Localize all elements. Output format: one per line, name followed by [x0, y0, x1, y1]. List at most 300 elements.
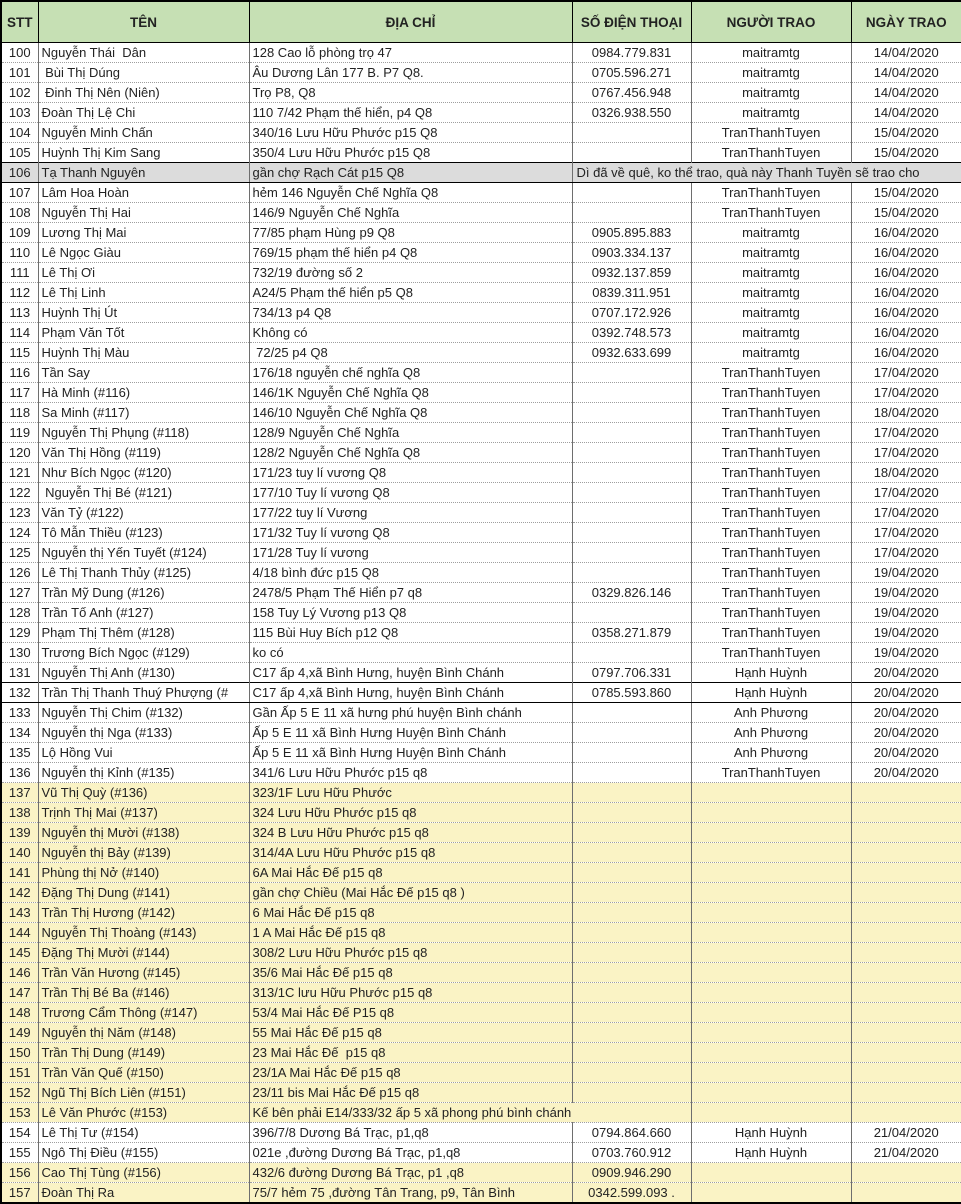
cell-nguoitrao[interactable]: TranThanhTuyen [691, 183, 851, 203]
cell-ngaytrao[interactable]: 16/04/2020 [851, 243, 961, 263]
cell-nguoitrao[interactable]: Anh Phương [691, 703, 851, 723]
cell-sdt[interactable] [572, 443, 691, 463]
cell-ngaytrao[interactable] [851, 883, 961, 903]
cell-ngaytrao[interactable] [851, 943, 961, 963]
cell-diachi[interactable]: 55 Mai Hắc Đế p15 q8 [249, 1023, 572, 1043]
cell-stt[interactable]: 142 [1, 883, 38, 903]
cell-stt[interactable]: 138 [1, 803, 38, 823]
cell-nguoitrao[interactable] [691, 843, 851, 863]
cell-ten[interactable]: Lương Thị Mai [38, 223, 249, 243]
cell-ten[interactable]: Lê Thị Ơi [38, 263, 249, 283]
cell-nguoitrao[interactable]: TranThanhTuyen [691, 203, 851, 223]
cell-ten[interactable]: Lê Ngọc Giàu [38, 243, 249, 263]
cell-ngaytrao[interactable]: 20/04/2020 [851, 743, 961, 763]
cell-stt[interactable]: 115 [1, 343, 38, 363]
cell-diachi[interactable]: 23/11 bis Mai Hắc Đế p15 q8 [249, 1083, 572, 1103]
cell-sdt[interactable]: 0329.826.146 [572, 583, 691, 603]
cell-ngaytrao[interactable] [851, 983, 961, 1003]
cell-diachi[interactable]: 171/28 Tuy lí vương [249, 543, 572, 563]
cell-sdt[interactable]: 0905.895.883 [572, 223, 691, 243]
cell-nguoitrao[interactable]: TranThanhTuyen [691, 423, 851, 443]
cell-ten[interactable]: Trần Văn Hương (#145) [38, 963, 249, 983]
cell-stt[interactable]: 111 [1, 263, 38, 283]
cell-sdt[interactable] [572, 1063, 691, 1083]
cell-nguoitrao[interactable]: TranThanhTuyen [691, 583, 851, 603]
cell-ngaytrao[interactable]: 16/04/2020 [851, 303, 961, 323]
cell-ngaytrao[interactable]: 21/04/2020 [851, 1143, 961, 1163]
cell-ngaytrao[interactable]: 16/04/2020 [851, 223, 961, 243]
cell-diachi[interactable]: 171/32 Tuy lí vương Q8 [249, 523, 572, 543]
cell-note[interactable]: Dì đã về quê, ko thể trao, quà này Thanh Tuyền sẽ trao cho [572, 163, 961, 183]
cell-stt[interactable]: 133 [1, 703, 38, 723]
cell-sdt[interactable] [572, 723, 691, 743]
cell-ngaytrao[interactable] [851, 1083, 961, 1103]
cell-sdt[interactable] [572, 903, 691, 923]
cell-nguoitrao[interactable]: TranThanhTuyen [691, 143, 851, 163]
cell-ten[interactable]: Tô Mẫn Thiều (#123) [38, 523, 249, 543]
cell-sdt[interactable]: 0909.946.290 [572, 1163, 691, 1183]
cell-ten[interactable]: Nguyễn Thị Hai [38, 203, 249, 223]
cell-nguoitrao[interactable]: maitramtg [691, 303, 851, 323]
cell-ngaytrao[interactable]: 17/04/2020 [851, 383, 961, 403]
cell-ten[interactable]: Đặng Thị Dung (#141) [38, 883, 249, 903]
cell-diachi[interactable]: 324 Lưu Hữu Phước p15 q8 [249, 803, 572, 823]
cell-ngaytrao[interactable] [851, 863, 961, 883]
cell-stt[interactable]: 122 [1, 483, 38, 503]
cell-ngaytrao[interactable]: 21/04/2020 [851, 1123, 961, 1143]
cell-diachi[interactable]: A24/5 Phạm thế hiển p5 Q8 [249, 283, 572, 303]
cell-diachi[interactable]: gần chợ Rạch Cát p15 Q8 [249, 163, 572, 183]
cell-nguoitrao[interactable] [691, 1163, 851, 1183]
cell-ten[interactable]: Nguyễn Minh Chấn [38, 123, 249, 143]
cell-ngaytrao[interactable]: 19/04/2020 [851, 583, 961, 603]
cell-diachi[interactable]: 6A Mai Hắc Đế p15 q8 [249, 863, 572, 883]
cell-ngaytrao[interactable]: 20/04/2020 [851, 723, 961, 743]
cell-ten[interactable]: Nguyễn thị Mười (#138) [38, 823, 249, 843]
cell-ten[interactable]: Nguyễn thị Năm (#148) [38, 1023, 249, 1043]
cell-stt[interactable]: 128 [1, 603, 38, 623]
cell-stt[interactable]: 105 [1, 143, 38, 163]
cell-diachi[interactable]: 115 Bùi Huy Bích p12 Q8 [249, 623, 572, 643]
cell-diachi[interactable]: 4/18 bình đức p15 Q8 [249, 563, 572, 583]
cell-diachi[interactable]: 308/2 Lưu Hữu Phước p15 q8 [249, 943, 572, 963]
cell-nguoitrao[interactable] [691, 963, 851, 983]
cell-diachi[interactable]: 340/16 Lưu Hữu Phước p15 Q8 [249, 123, 572, 143]
col-header-sodienthoai[interactable]: SỐ ĐIỆN THOẠI [572, 1, 691, 43]
cell-ten[interactable]: Đặng Thị Mười (#144) [38, 943, 249, 963]
cell-ngaytrao[interactable] [851, 843, 961, 863]
cell-ngaytrao[interactable]: 17/04/2020 [851, 543, 961, 563]
cell-sdt[interactable] [572, 383, 691, 403]
cell-sdt[interactable] [572, 363, 691, 383]
cell-nguoitrao[interactable]: TranThanhTuyen [691, 763, 851, 783]
cell-stt[interactable]: 114 [1, 323, 38, 343]
cell-sdt[interactable] [572, 1083, 691, 1103]
cell-ngaytrao[interactable] [851, 1183, 961, 1204]
cell-stt[interactable]: 101 [1, 63, 38, 83]
cell-sdt[interactable]: 0392.748.573 [572, 323, 691, 343]
cell-sdt[interactable] [572, 923, 691, 943]
cell-diachi[interactable]: 23/1A Mai Hắc Đế p15 q8 [249, 1063, 572, 1083]
cell-ten[interactable]: Văn Tỷ (#122) [38, 503, 249, 523]
cell-stt[interactable]: 139 [1, 823, 38, 843]
cell-ngaytrao[interactable]: 19/04/2020 [851, 603, 961, 623]
cell-sdt[interactable] [572, 883, 691, 903]
cell-ten[interactable]: Nguyễn Thái Dân [38, 43, 249, 63]
cell-stt[interactable]: 156 [1, 1163, 38, 1183]
cell-ten[interactable]: Lâm Hoa Hoàn [38, 183, 249, 203]
cell-sdt[interactable]: 0705.596.271 [572, 63, 691, 83]
cell-diachi[interactable]: 1 A Mai Hắc Đế p15 q8 [249, 923, 572, 943]
cell-diachi[interactable]: 72/25 p4 Q8 [249, 343, 572, 363]
cell-nguoitrao[interactable]: TranThanhTuyen [691, 523, 851, 543]
cell-sdt[interactable]: 0342.599.093 . [572, 1183, 691, 1204]
cell-diachi[interactable]: 146/9 Nguyễn Chế Nghĩa [249, 203, 572, 223]
cell-ten[interactable]: Nguyễn Thị Chim (#132) [38, 703, 249, 723]
cell-stt[interactable]: 152 [1, 1083, 38, 1103]
cell-ngaytrao[interactable]: 17/04/2020 [851, 363, 961, 383]
cell-ten[interactable]: Nguyễn thị Bảy (#139) [38, 843, 249, 863]
cell-ngaytrao[interactable] [851, 963, 961, 983]
cell-sdt[interactable]: 0358.271.879 [572, 623, 691, 643]
cell-ten[interactable]: Trần Thị Thanh Thuý Phượng (# [38, 683, 249, 703]
cell-sdt[interactable]: 0903.334.137 [572, 243, 691, 263]
cell-stt[interactable]: 143 [1, 903, 38, 923]
cell-stt[interactable]: 135 [1, 743, 38, 763]
cell-stt[interactable]: 124 [1, 523, 38, 543]
cell-diachi[interactable]: 350/4 Lưu Hữu Phước p15 Q8 [249, 143, 572, 163]
cell-nguoitrao[interactable]: maitramtg [691, 223, 851, 243]
cell-nguoitrao[interactable] [691, 1023, 851, 1043]
cell-diachi[interactable]: 021e ,đường Dương Bá Trạc, p1,q8 [249, 1143, 572, 1163]
cell-diachi[interactable]: C17 ấp 4,xã Bình Hưng, huyện Bình Chánh [249, 663, 572, 683]
cell-ten[interactable]: Ngô Thị Điều (#155) [38, 1143, 249, 1163]
cell-stt[interactable]: 141 [1, 863, 38, 883]
cell-nguoitrao[interactable]: TranThanhTuyen [691, 603, 851, 623]
cell-nguoitrao[interactable] [691, 923, 851, 943]
cell-diachi[interactable]: 6 Mai Hắc Đế p15 q8 [249, 903, 572, 923]
cell-nguoitrao[interactable] [691, 1083, 851, 1103]
cell-ngaytrao[interactable]: 15/04/2020 [851, 123, 961, 143]
cell-stt[interactable]: 126 [1, 563, 38, 583]
cell-sdt[interactable]: 0707.172.926 [572, 303, 691, 323]
cell-ten[interactable]: Đinh Thị Nên (Niên) [38, 83, 249, 103]
cell-stt[interactable]: 110 [1, 243, 38, 263]
cell-diachi[interactable]: 313/1C lưu Hữu Phước p15 q8 [249, 983, 572, 1003]
cell-ngaytrao[interactable]: 15/04/2020 [851, 203, 961, 223]
cell-sdt[interactable] [572, 743, 691, 763]
cell-ten[interactable]: Phùng thị Nở (#140) [38, 863, 249, 883]
cell-stt[interactable]: 106 [1, 163, 38, 183]
cell-diachi[interactable]: 396/7/8 Dương Bá Trạc, p1,q8 [249, 1123, 572, 1143]
cell-ten[interactable]: Tần Say [38, 363, 249, 383]
cell-nguoitrao[interactable]: maitramtg [691, 343, 851, 363]
cell-ten[interactable]: Cao Thị Tùng (#156) [38, 1163, 249, 1183]
cell-ten[interactable]: Trịnh Thị Mai (#137) [38, 803, 249, 823]
cell-ngaytrao[interactable] [851, 1063, 961, 1083]
cell-diachi[interactable]: Trọ P8, Q8 [249, 83, 572, 103]
cell-stt[interactable]: 150 [1, 1043, 38, 1063]
cell-diachi[interactable]: 158 Tuy Lý Vương p13 Q8 [249, 603, 572, 623]
cell-stt[interactable]: 117 [1, 383, 38, 403]
cell-diachi[interactable]: 734/13 p4 Q8 [249, 303, 572, 323]
cell-sdt[interactable] [572, 143, 691, 163]
cell-sdt[interactable] [572, 643, 691, 663]
cell-sdt[interactable]: 0767.456.948 [572, 83, 691, 103]
cell-nguoitrao[interactable] [691, 823, 851, 843]
cell-nguoitrao[interactable] [691, 803, 851, 823]
cell-stt[interactable]: 147 [1, 983, 38, 1003]
cell-ten[interactable]: Nguyễn Thị Thoàng (#143) [38, 923, 249, 943]
cell-sdt[interactable]: 0984.779.831 [572, 43, 691, 63]
cell-ten[interactable]: Lộ Hồng Vui [38, 743, 249, 763]
cell-stt[interactable]: 153 [1, 1103, 38, 1123]
cell-stt[interactable]: 129 [1, 623, 38, 643]
cell-ngaytrao[interactable]: 17/04/2020 [851, 523, 961, 543]
cell-ngaytrao[interactable]: 14/04/2020 [851, 103, 961, 123]
cell-stt[interactable]: 130 [1, 643, 38, 663]
cell-diachi[interactable]: 176/18 nguyễn chế nghĩa Q8 [249, 363, 572, 383]
cell-sdt[interactable] [572, 203, 691, 223]
cell-diachi[interactable]: 77/85 phạm Hùng p9 Q8 [249, 223, 572, 243]
cell-diachi[interactable]: Ấp 5 E 11 xã Bình Hưng Huyện Bình Chánh [249, 723, 572, 743]
cell-diachi[interactable]: ko có [249, 643, 572, 663]
cell-sdt[interactable] [572, 703, 691, 723]
cell-diachi[interactable]: 23 Mai Hắc Đế p15 q8 [249, 1043, 572, 1063]
cell-ten[interactable]: Huỳnh Thị Út [38, 303, 249, 323]
cell-sdt[interactable]: 0797.706.331 [572, 663, 691, 683]
cell-sdt[interactable] [572, 543, 691, 563]
cell-ten[interactable]: Trần Mỹ Dung (#126) [38, 583, 249, 603]
cell-nguoitrao[interactable] [691, 783, 851, 803]
cell-stt[interactable]: 131 [1, 663, 38, 683]
cell-nguoitrao[interactable]: Anh Phương [691, 743, 851, 763]
cell-stt[interactable]: 100 [1, 43, 38, 63]
cell-stt[interactable]: 151 [1, 1063, 38, 1083]
cell-diachi[interactable]: 177/10 Tuy lí vương Q8 [249, 483, 572, 503]
cell-ten[interactable]: Lê Thị Linh [38, 283, 249, 303]
cell-sdt[interactable] [572, 403, 691, 423]
cell-nguoitrao[interactable]: maitramtg [691, 243, 851, 263]
cell-stt[interactable]: 137 [1, 783, 38, 803]
cell-diachi[interactable]: 128/2 Nguyễn Chế Nghĩa Q8 [249, 443, 572, 463]
cell-stt[interactable]: 149 [1, 1023, 38, 1043]
cell-sdt[interactable]: 0785.593.860 [572, 683, 691, 703]
cell-sdt[interactable] [572, 843, 691, 863]
cell-stt[interactable]: 121 [1, 463, 38, 483]
cell-sdt[interactable] [572, 123, 691, 143]
cell-ten[interactable]: Phạm Văn Tốt [38, 323, 249, 343]
cell-nguoitrao[interactable] [691, 883, 851, 903]
cell-sdt[interactable] [572, 1023, 691, 1043]
cell-stt[interactable]: 103 [1, 103, 38, 123]
cell-nguoitrao[interactable] [691, 1183, 851, 1204]
cell-ngaytrao[interactable] [851, 1103, 961, 1123]
cell-stt[interactable]: 134 [1, 723, 38, 743]
cell-nguoitrao[interactable] [691, 863, 851, 883]
cell-nguoitrao[interactable]: Hạnh Huỳnh [691, 1143, 851, 1163]
cell-diachi[interactable]: Ấp 5 E 11 xã Bình Hưng Huyện Bình Chánh [249, 743, 572, 763]
cell-diachi[interactable]: Gần Ấp 5 E 11 xã hưng phú huyện Bình chánh [249, 703, 572, 723]
cell-nguoitrao[interactable]: TranThanhTuyen [691, 543, 851, 563]
cell-nguoitrao[interactable] [691, 943, 851, 963]
cell-ten[interactable]: Nguyễn Thị Bé (#121) [38, 483, 249, 503]
cell-ten[interactable]: Tạ Thanh Nguyên [38, 163, 249, 183]
cell-nguoitrao[interactable]: Hạnh Huỳnh [691, 683, 851, 703]
cell-ngaytrao[interactable]: 19/04/2020 [851, 563, 961, 583]
cell-ten[interactable]: Nguyễn Thị Phụng (#118) [38, 423, 249, 443]
cell-stt[interactable]: 116 [1, 363, 38, 383]
cell-diachi[interactable]: 53/4 Mai Hắc Đế P15 q8 [249, 1003, 572, 1023]
cell-nguoitrao[interactable] [691, 1063, 851, 1083]
cell-ten[interactable]: Trương Bích Ngọc (#129) [38, 643, 249, 663]
cell-ngaytrao[interactable]: 20/04/2020 [851, 703, 961, 723]
cell-stt[interactable]: 148 [1, 1003, 38, 1023]
cell-ten[interactable]: Lê Thị Tư (#154) [38, 1123, 249, 1143]
cell-stt[interactable]: 155 [1, 1143, 38, 1163]
cell-sdt[interactable]: 0932.633.699 [572, 343, 691, 363]
cell-sdt[interactable] [572, 483, 691, 503]
cell-diachi[interactable]: 171/23 tuy lí vương Q8 [249, 463, 572, 483]
cell-ngaytrao[interactable] [851, 923, 961, 943]
cell-diachi[interactable]: Âu Dương Lân 177 B. P7 Q8. [249, 63, 572, 83]
cell-stt[interactable]: 118 [1, 403, 38, 423]
cell-diachi[interactable]: Kế bên phải E14/333/32 ấp 5 xã phong phú bình chánh [249, 1103, 691, 1123]
cell-ngaytrao[interactable] [851, 1163, 961, 1183]
cell-nguoitrao[interactable]: TranThanhTuyen [691, 383, 851, 403]
cell-ngaytrao[interactable]: 16/04/2020 [851, 283, 961, 303]
cell-sdt[interactable] [572, 183, 691, 203]
cell-sdt[interactable] [572, 563, 691, 583]
cell-ten[interactable]: Nguyễn thị Yến Tuyết (#124) [38, 543, 249, 563]
cell-ngaytrao[interactable]: 15/04/2020 [851, 183, 961, 203]
cell-nguoitrao[interactable]: maitramtg [691, 103, 851, 123]
cell-ngaytrao[interactable]: 14/04/2020 [851, 83, 961, 103]
cell-ten[interactable]: Đoàn Thị Lệ Chi [38, 103, 249, 123]
cell-ten[interactable]: Lê Văn Phước (#153) [38, 1103, 249, 1123]
cell-nguoitrao[interactable] [691, 983, 851, 1003]
cell-ngaytrao[interactable]: 17/04/2020 [851, 443, 961, 463]
cell-nguoitrao[interactable]: TranThanhTuyen [691, 623, 851, 643]
col-header-ngaytrao[interactable]: NGÀY TRAO [851, 1, 961, 43]
cell-ten[interactable]: Nguyễn Thị Anh (#130) [38, 663, 249, 683]
cell-ngaytrao[interactable] [851, 1003, 961, 1023]
cell-stt[interactable]: 157 [1, 1183, 38, 1204]
cell-ten[interactable]: Hà Minh (#116) [38, 383, 249, 403]
cell-ten[interactable]: Trần Tố Anh (#127) [38, 603, 249, 623]
cell-diachi[interactable]: 146/1K Nguyễn Chế Nghĩa Q8 [249, 383, 572, 403]
cell-nguoitrao[interactable]: maitramtg [691, 63, 851, 83]
cell-stt[interactable]: 136 [1, 763, 38, 783]
cell-ngaytrao[interactable]: 16/04/2020 [851, 323, 961, 343]
cell-ngaytrao[interactable]: 18/04/2020 [851, 403, 961, 423]
cell-nguoitrao[interactable]: TranThanhTuyen [691, 403, 851, 423]
cell-ten[interactable]: Vũ Thị Quỳ (#136) [38, 783, 249, 803]
cell-diachi[interactable]: 769/15 phạm thế hiển p4 Q8 [249, 243, 572, 263]
cell-stt[interactable]: 107 [1, 183, 38, 203]
cell-diachi[interactable]: 341/6 Lưu Hữu Phước p15 q8 [249, 763, 572, 783]
cell-stt[interactable]: 102 [1, 83, 38, 103]
cell-ten[interactable]: Trương Cẩm Thông (#147) [38, 1003, 249, 1023]
cell-diachi[interactable]: 110 7/42 Phạm thế hiển, p4 Q8 [249, 103, 572, 123]
cell-sdt[interactable] [572, 803, 691, 823]
cell-ten[interactable]: Huỳnh Thị Màu [38, 343, 249, 363]
cell-stt[interactable]: 123 [1, 503, 38, 523]
cell-ngaytrao[interactable]: 16/04/2020 [851, 343, 961, 363]
cell-stt[interactable]: 132 [1, 683, 38, 703]
cell-nguoitrao[interactable]: TranThanhTuyen [691, 363, 851, 383]
cell-ten[interactable]: Trần Thị Dung (#149) [38, 1043, 249, 1063]
cell-ten[interactable]: Nguyễn thị Kỉnh (#135) [38, 763, 249, 783]
col-header-ten[interactable]: TÊN [38, 1, 249, 43]
cell-sdt[interactable] [572, 1003, 691, 1023]
cell-nguoitrao[interactable]: maitramtg [691, 263, 851, 283]
cell-ten[interactable]: Trần Thị Bé Ba (#146) [38, 983, 249, 1003]
cell-nguoitrao[interactable]: TranThanhTuyen [691, 123, 851, 143]
cell-stt[interactable]: 119 [1, 423, 38, 443]
cell-ngaytrao[interactable]: 14/04/2020 [851, 43, 961, 63]
cell-ngaytrao[interactable]: 17/04/2020 [851, 503, 961, 523]
cell-sdt[interactable] [572, 463, 691, 483]
cell-sdt[interactable] [572, 503, 691, 523]
cell-ten[interactable]: Trần Thị Hương (#142) [38, 903, 249, 923]
cell-sdt[interactable] [572, 763, 691, 783]
cell-stt[interactable]: 108 [1, 203, 38, 223]
cell-ngaytrao[interactable]: 19/04/2020 [851, 623, 961, 643]
cell-diachi[interactable]: 314/4A Lưu Hữu Phước p15 q8 [249, 843, 572, 863]
cell-ngaytrao[interactable]: 20/04/2020 [851, 663, 961, 683]
cell-ten[interactable]: Văn Thị Hồng (#119) [38, 443, 249, 463]
cell-nguoitrao[interactable] [691, 903, 851, 923]
cell-stt[interactable]: 112 [1, 283, 38, 303]
cell-sdt[interactable] [572, 823, 691, 843]
cell-ngaytrao[interactable]: 18/04/2020 [851, 463, 961, 483]
cell-diachi[interactable]: 35/6 Mai Hắc Đế p15 q8 [249, 963, 572, 983]
col-header-nguoitrao[interactable]: NGƯỜI TRAO [691, 1, 851, 43]
cell-sdt[interactable] [572, 603, 691, 623]
cell-stt[interactable]: 146 [1, 963, 38, 983]
cell-sdt[interactable]: 0326.938.550 [572, 103, 691, 123]
cell-ten[interactable]: Trần Văn Quế (#150) [38, 1063, 249, 1083]
cell-sdt[interactable] [572, 943, 691, 963]
cell-nguoitrao[interactable] [691, 1103, 851, 1123]
cell-sdt[interactable] [572, 783, 691, 803]
cell-nguoitrao[interactable]: TranThanhTuyen [691, 563, 851, 583]
cell-diachi[interactable]: 324 B Lưu Hữu Phước p15 q8 [249, 823, 572, 843]
cell-diachi[interactable]: 128/9 Nguyễn Chế Nghĩa [249, 423, 572, 443]
cell-ten[interactable]: Huỳnh Thị Kim Sang [38, 143, 249, 163]
cell-ngaytrao[interactable]: 16/04/2020 [851, 263, 961, 283]
cell-ngaytrao[interactable]: 20/04/2020 [851, 763, 961, 783]
cell-nguoitrao[interactable]: maitramtg [691, 283, 851, 303]
cell-nguoitrao[interactable]: maitramtg [691, 43, 851, 63]
cell-stt[interactable]: 109 [1, 223, 38, 243]
cell-nguoitrao[interactable]: TranThanhTuyen [691, 483, 851, 503]
cell-diachi[interactable]: 432/6 đường Dương Bá Trạc, p1 ,q8 [249, 1163, 572, 1183]
cell-sdt[interactable] [572, 1043, 691, 1063]
cell-ngaytrao[interactable]: 19/04/2020 [851, 643, 961, 663]
cell-nguoitrao[interactable]: Hạnh Huỳnh [691, 663, 851, 683]
cell-ngaytrao[interactable]: 17/04/2020 [851, 423, 961, 443]
cell-diachi[interactable]: 177/22 tuy lí Vương [249, 503, 572, 523]
cell-nguoitrao[interactable]: TranThanhTuyen [691, 503, 851, 523]
cell-nguoitrao[interactable]: TranThanhTuyen [691, 443, 851, 463]
cell-diachi[interactable]: 75/7 hẻm 75 ,đường Tân Trang, p9, Tân Bình [249, 1183, 572, 1204]
cell-diachi[interactable]: Không có [249, 323, 572, 343]
cell-sdt[interactable]: 0703.760.912 [572, 1143, 691, 1163]
cell-ngaytrao[interactable] [851, 823, 961, 843]
cell-nguoitrao[interactable]: maitramtg [691, 83, 851, 103]
